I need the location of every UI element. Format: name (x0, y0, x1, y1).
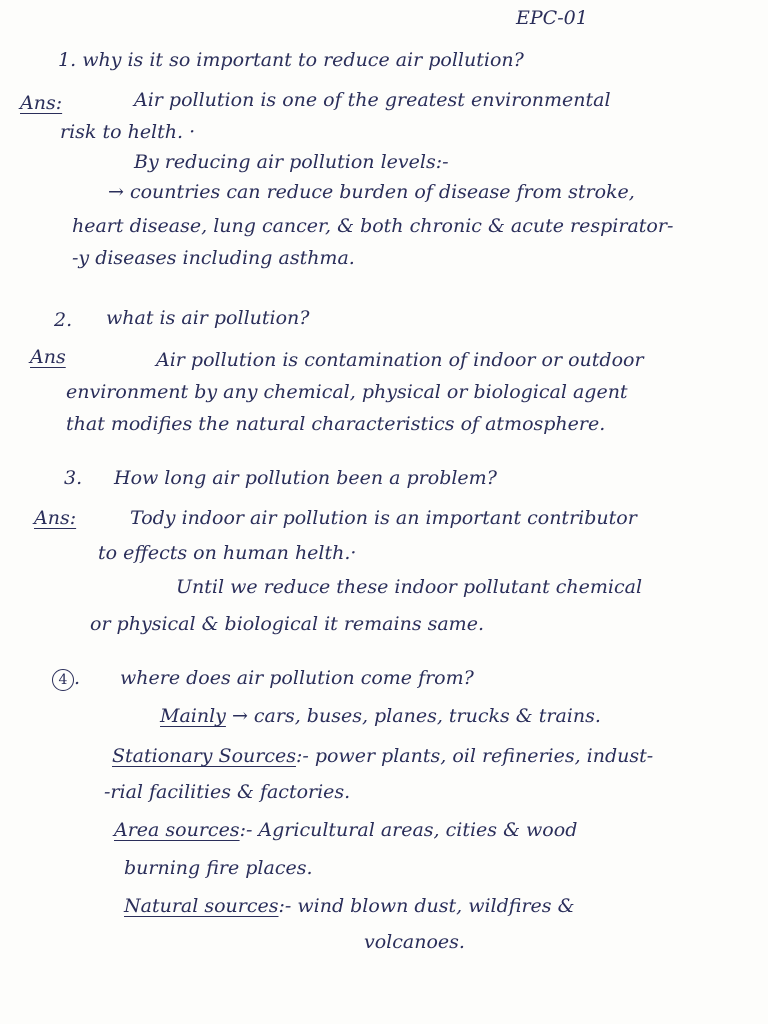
q2-answer-tag: Ans (30, 346, 66, 368)
q2-answer-line: environment by any chemical, physical or biological agent (66, 381, 628, 403)
q4-natural-label: Natural sources (124, 895, 279, 917)
q2-question: what is air pollution? (106, 307, 310, 329)
q4-area-line-2: burning fire places. (124, 857, 313, 879)
q4-natural-line-2: volcanoes. (364, 931, 465, 953)
q2-answer-line: that modifies the natural characteristics of atmosphere. (66, 413, 606, 435)
q3-answer-line: to effects on human helth.· (98, 542, 357, 564)
q4-stationary-text: :- power plants, oil refineries, indust- (295, 745, 654, 767)
q1-question: why is it so important to reduce air pollution? (82, 49, 524, 71)
q1-answer-line: risk to helth. · (60, 121, 196, 143)
q1-answer-line: heart disease, lung cancer, & both chronic & acute respirator- (72, 215, 674, 237)
q2-number: 2. (54, 309, 73, 331)
q4-area-line (114, 818, 577, 842)
q3-answer-tag: Ans: (34, 507, 77, 529)
q1-answer-tag: Ans: (20, 92, 63, 114)
q4-stationary-line-2: -rial facilities & factories. (104, 781, 351, 803)
q2-answer-line: Air pollution is contamination of indoor or outdoor (156, 349, 644, 371)
q3-answer-line: or physical & biological it remains same. (90, 613, 484, 635)
q3-number: 3. (64, 467, 83, 489)
q4-natural-line (124, 894, 575, 918)
q3-answer-line: Tody indoor air pollution is an important contributor (130, 507, 637, 529)
q4-natural-text: :- wind blown dust, wildfires & (278, 895, 575, 917)
q1-answer-line: By reducing air pollution levels:- (134, 151, 449, 173)
q1-heading (58, 48, 524, 72)
q4-mainly-text: → cars, buses, planes, trucks & trains. (231, 705, 601, 727)
page-code: EPC-01 (516, 7, 588, 29)
q1-answer-line: Air pollution is one of the greatest environmental (134, 89, 611, 111)
q4-area-text: :- Agricultural areas, cities & wood (239, 819, 578, 841)
q4-stationary-line (112, 744, 653, 768)
q4-number-block (52, 666, 80, 691)
q4-mainly-line (160, 704, 601, 728)
q1-answer-line: -y diseases including asthma. (72, 247, 355, 269)
q3-question: How long air pollution been a problem? (114, 467, 497, 489)
q1-answer-line: → countries can reduce burden of disease from stroke, (108, 181, 635, 203)
q4-question: where does air pollution come from? (120, 667, 474, 689)
q4-stationary-label: Stationary Sources (112, 745, 296, 767)
q4-number-suffix: . (74, 667, 81, 689)
q1-number: 1. (58, 49, 77, 71)
q4-mainly-label: Mainly (160, 705, 226, 727)
q4-area-label: Area sources (114, 819, 240, 841)
q3-answer-line: Until we reduce these indoor pollutant chemical (176, 576, 643, 598)
q4-number: 4 (52, 669, 74, 691)
